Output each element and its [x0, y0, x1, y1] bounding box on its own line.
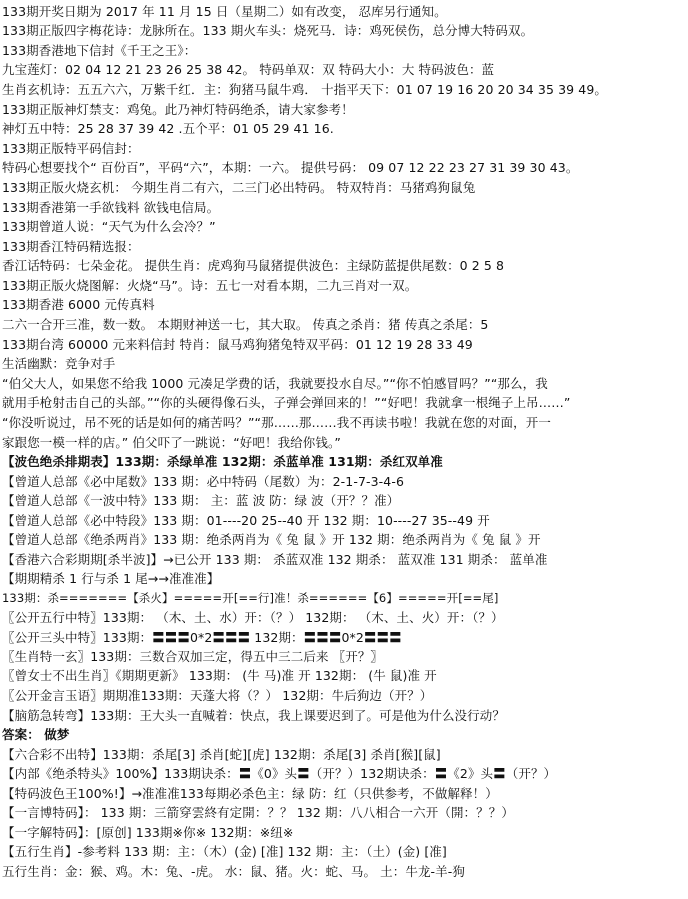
text-line: 家跟您一模一样的店。” 伯父吓了一跳说：“好吧！我给你钱。”: [2, 435, 341, 450]
text-line: 133期香江特码精选报：: [2, 239, 140, 254]
text-line: 生活幽默：竞争对手: [2, 356, 116, 371]
text-line: 〖公开五行中特〗133期： （木、土、水）开：（？） 132期： （木、土、火）开：（？）: [2, 610, 504, 625]
text-line: 【一字解特码】：[原创] 133期※你※ 132期：※纽※: [2, 825, 294, 840]
text-line: 神灯五中特：25 28 37 39 42 .五个平：01 05 29 41 16.: [2, 121, 334, 136]
text-line: 133期台湾 60000 元来料信封 特肖：鼠马鸡狗猪兔特双平码：01 12 19 28 33 49: [2, 337, 473, 352]
text-line: 【一言博特码】： 133 期：三箭穿雲終有定開：？？ 132 期：八八相合一六开（開：？？）: [2, 805, 514, 820]
text-line: 〖公开金言玉语〗期期准133期：天蓬大将（？） 132期：牛后狗边（开？）: [2, 688, 433, 703]
text-line: 133期曾道人说：“天气为什么会冷？”: [2, 219, 216, 234]
text-line: 133期开奖日期为 2017 年 11 月 15 日（星期二）如有改变， 忍库另行通知。: [2, 4, 447, 19]
text-line: 【曾道人总部《一波中特》133 期： 主：蓝 波 防：绿 波（开？？准）: [2, 493, 400, 508]
text-line: 133期正版四字梅花诗：龙脉所在。133 期火车头：烧死马．诗：鸡死侯伤，总分博大特码双。: [2, 23, 534, 38]
text-line: 【脑筋急转弯】133期：王大头一直喊着：快点，我上课要迟到了。可是他为什么没行动？: [2, 708, 505, 723]
text-line: 答案： 做梦: [2, 727, 70, 742]
text-line: 〖生肖特一玄〗133期：三数合双加三定，得五中三二后来 〖开？〗: [2, 649, 384, 664]
text-line: 【香港六合彩期期[杀半波]】→已公开 133 期： 杀蓝双准 132 期杀： 蓝双准 131 期杀： 蓝单准: [2, 552, 548, 567]
text-line: 133期正版特平码信封：: [2, 141, 140, 156]
text-line: 133期香港第一手欲钱料 欲钱电信局。: [2, 200, 220, 215]
text-line: 【内部《绝杀特头》100%】133期诀杀：〓《0》头〓（开？）132期诀杀：〓《2》头〓（开？）: [2, 766, 557, 781]
text-line: 【六合彩不出特】133期：杀尾[3] 杀肖[蛇][虎] 132期：杀尾[3] 杀肖[猴][鼠]: [2, 747, 441, 762]
text-line: 133期香港地下信封《千王之王》：: [2, 43, 197, 58]
text-line: 【曾道人总部《必中特段》133 期：01----20 25--40 开 132 期：10----27 35--49 开: [2, 513, 490, 528]
text-line: 香江话特码：七朵金花。 提供生肖：虎鸡狗马鼠猪提供波色：主绿防蓝提供尾数：0 2 5 8: [2, 258, 505, 273]
text-line: 〖曾女士不出生肖〗《期期更新》 133期： (牛 马)准 开 132期： (牛 鼠)准 开: [2, 668, 437, 683]
text-line: 133期正版火烧图解：火烧“马”。诗：五七一对看本期，二九三肖对一双。: [2, 278, 418, 293]
text-line: 133期正版火烧玄机： 今期生肖二有六，二三门必出特码。 特双特肖：马猪鸡狗鼠兔: [2, 180, 476, 195]
text-line: 【期期精杀 1 行与杀 1 尾→→准准准】: [2, 571, 220, 586]
text-line: 九宝莲灯：02 04 12 21 23 26 25 38 42。 特码单双：双 特码大小：大 特码波色：蓝: [2, 62, 495, 77]
text-line: 【曾道人总部《必中尾数》133 期：必中特码（尾数）为：2-1-7-3-4-6: [2, 474, 405, 489]
text-line: 〖公开三头中特〗133期：〓〓〓0*2〓〓〓 132期：〓〓〓0*2〓〓〓: [2, 630, 402, 645]
text-line: “你没听说过，吊不死的话是如何的痛苦吗？”“那……那……我不再读书啦！我就在您的对面，开一: [2, 415, 551, 430]
text-line: 生肖玄机诗：五五六六，万紫千红．主：狗猪马鼠牛鸡． 十指平天下：01 07 19 16 20 20 34 35 39 49。: [2, 82, 607, 97]
text-line: “伯父大人，如果您不给我 1000 元凑足学费的话，我就要投水自尽。”“你不怕感冒吗？”“那么，我: [2, 376, 548, 391]
text-line: 【五行生肖】-参考料 133 期：主：（木）(金) [准] 132 期：主：（土）(金) [准]: [2, 844, 447, 859]
text-line: 五行生肖：金：猴、鸡。木：兔、-虎。 水：鼠、猪。火：蛇、马。 土：牛龙-羊-狗: [2, 864, 465, 879]
text-line: 【曾道人总部《绝杀两肖》133 期：绝杀两肖为《 兔 鼠 》开 132 期：绝杀两肖为《 兔 鼠 》开: [2, 532, 541, 547]
text-line: 【波色绝杀排期表】133期：杀绿单准 132期：杀蓝单准 131期：杀红双单准: [2, 454, 443, 469]
text-line: 133期正版神灯禁支：鸡兔。此乃神灯特码绝杀，请大家参考！: [2, 102, 354, 117]
text-line: 就用手枪射击自己的头部。”“你的头硬得像石头，子弹会弹回来的！”“好吧！我就拿一根绳子上吊……”: [2, 395, 571, 410]
text-line: 【特码波色王100%!】→准准准133每期必杀色主：绿 防：红（只供参考，不做解释！）: [2, 786, 498, 801]
text-line: 133期香港 6000 元传真料: [2, 297, 155, 312]
text-line: 特码心想要找个“ 百份百”，平码“六”，本期：一六。 提供号码： 09 07 12 22 23 27 31 39 30 43。: [2, 160, 579, 175]
text-line: 133期：杀=======【杀火】=====开[==行]准！杀======【6】=====开[==尾]: [2, 591, 499, 605]
text-line: 二六一合开三准，数一数。 本期财神送一七，其大取。 传真之杀肖：猪 传真之杀尾：5: [2, 317, 489, 332]
